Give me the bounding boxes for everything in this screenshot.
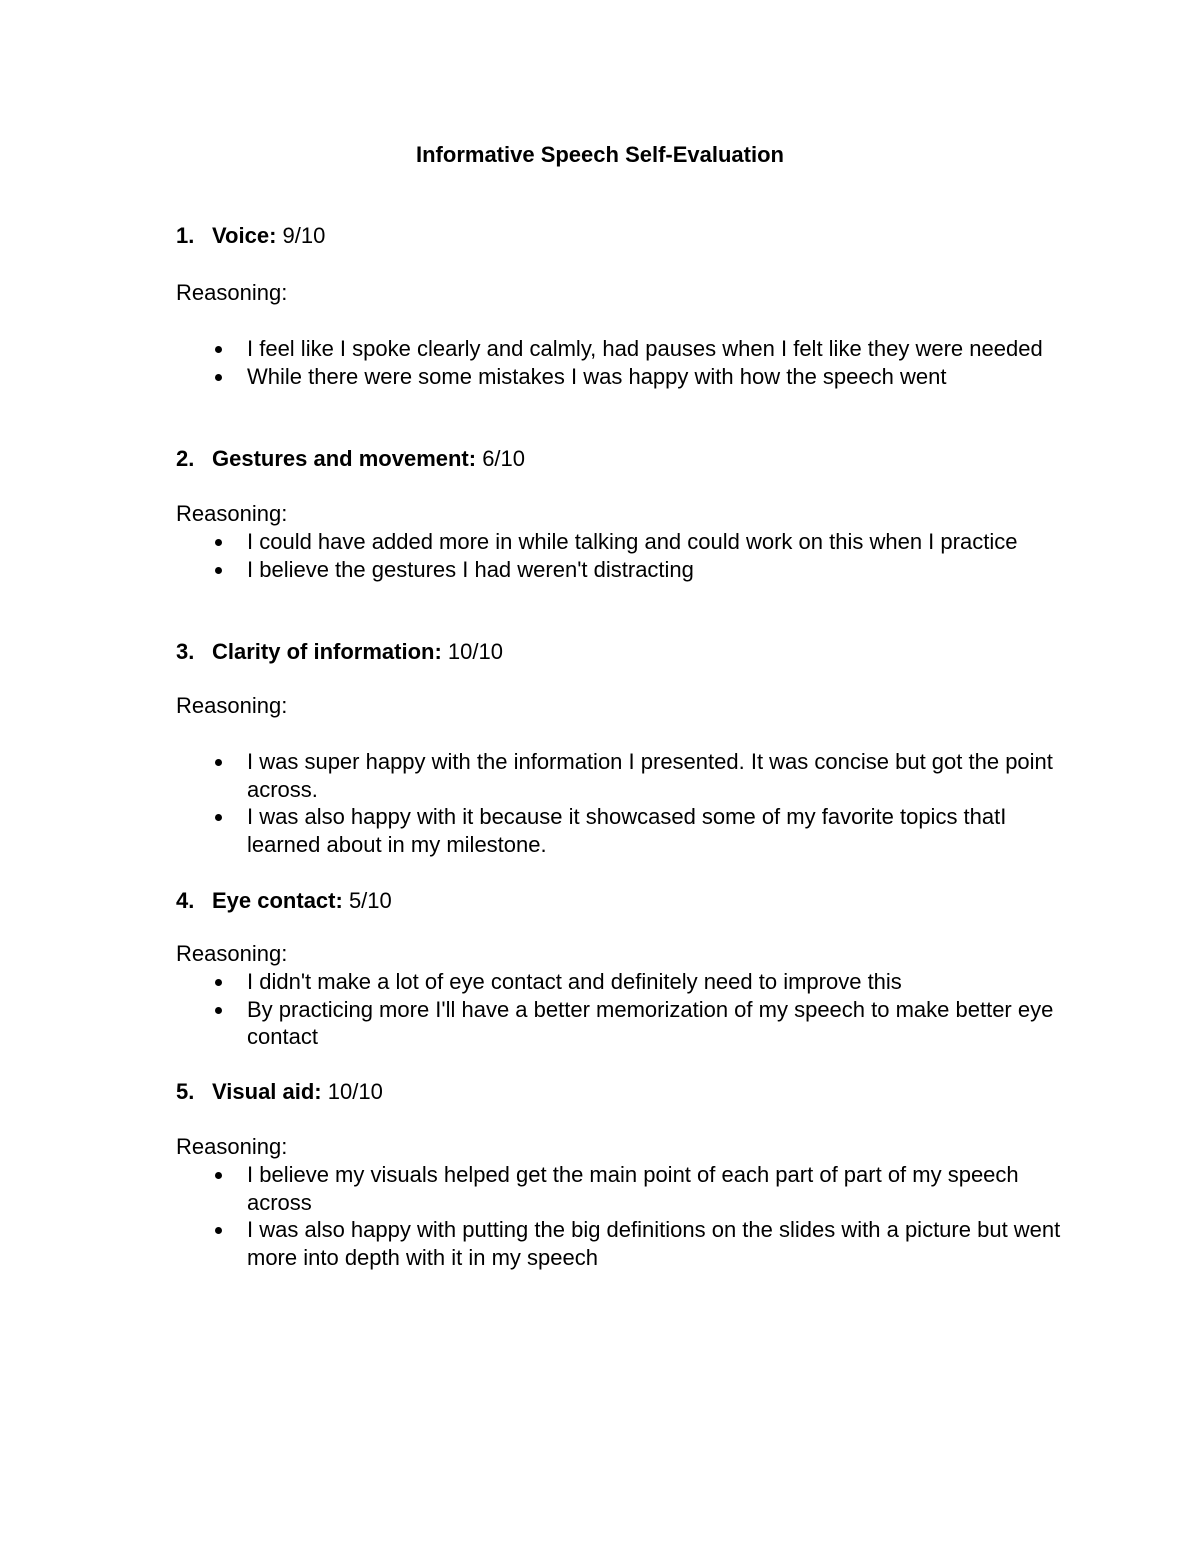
- document-title: Informative Speech Self-Evaluation: [416, 142, 784, 167]
- section-heading-eye-contact: [176, 887, 392, 915]
- section-label: Voice:: [212, 223, 277, 248]
- bullet-list: [210, 335, 1070, 390]
- section-score: 10/10: [321, 1079, 383, 1104]
- bullet-icon: [215, 346, 222, 353]
- bullet-icon: [215, 1172, 222, 1179]
- bullet-icon: [215, 814, 222, 821]
- section-label: Visual aid:: [212, 1079, 322, 1104]
- list-item: I believe the gestures I had weren't distracting: [210, 556, 1070, 584]
- bullet-icon: [215, 1007, 222, 1014]
- section-number: 2.: [176, 446, 195, 471]
- list-item: By practicing more I'll have a better memorization of my speech to make better eye contact: [210, 996, 1070, 1051]
- list-item: I believe my visuals helped get the main point of each part of part of my speech across: [210, 1161, 1070, 1216]
- section-number: 4.: [176, 888, 195, 913]
- list-item: I could have added more in while talking and could work on this when I practice: [210, 528, 1070, 556]
- section-score: 6/10: [476, 446, 526, 471]
- bullet-icon: [215, 1227, 222, 1234]
- bullet-icon: [215, 567, 222, 574]
- bullet-icon: [215, 979, 222, 986]
- section-heading-clarity: [176, 638, 503, 666]
- bullet-list: [210, 748, 1070, 858]
- section-number: 3.: [176, 639, 195, 664]
- reasoning-label: Reasoning:: [176, 501, 288, 526]
- bullet-icon: [215, 539, 222, 546]
- section-score: 9/10: [276, 223, 326, 248]
- bullet-icon: [215, 374, 222, 381]
- section-heading-gestures: [176, 445, 525, 473]
- bullet-list: [210, 968, 1070, 1051]
- list-item: I was also happy with it because it showcased some of my favorite topics thatI learned about in my milestone.: [210, 803, 1070, 858]
- section-heading-voice: [176, 222, 325, 250]
- list-item: I was super happy with the information I presented. It was concise but got the point across.: [210, 748, 1070, 803]
- reasoning-label: Reasoning:: [176, 941, 288, 966]
- section-label: Eye contact:: [212, 888, 343, 913]
- section-heading-visual-aid: [176, 1078, 383, 1106]
- section-label: Gestures and movement:: [212, 446, 477, 471]
- reasoning-label: Reasoning:: [176, 280, 288, 305]
- reasoning-label: Reasoning:: [176, 1134, 288, 1159]
- section-score: 5/10: [342, 888, 392, 913]
- section-score: 10/10: [441, 639, 503, 664]
- section-label: Clarity of information:: [212, 639, 442, 664]
- reasoning-label: Reasoning:: [176, 693, 288, 718]
- section-number: 1.: [176, 223, 195, 248]
- list-item: I feel like I spoke clearly and calmly, had pauses when I felt like they were needed: [210, 335, 1070, 363]
- bullet-list: [210, 528, 1070, 583]
- list-item: I didn't make a lot of eye contact and definitely need to improve this: [210, 968, 1070, 996]
- bullet-list: [210, 1161, 1070, 1271]
- list-item: I was also happy with putting the big definitions on the slides with a picture but went more into depth with it in my speech: [210, 1216, 1070, 1271]
- list-item: While there were some mistakes I was happy with how the speech went: [210, 363, 1070, 391]
- section-number: 5.: [176, 1079, 195, 1104]
- bullet-icon: [215, 759, 222, 766]
